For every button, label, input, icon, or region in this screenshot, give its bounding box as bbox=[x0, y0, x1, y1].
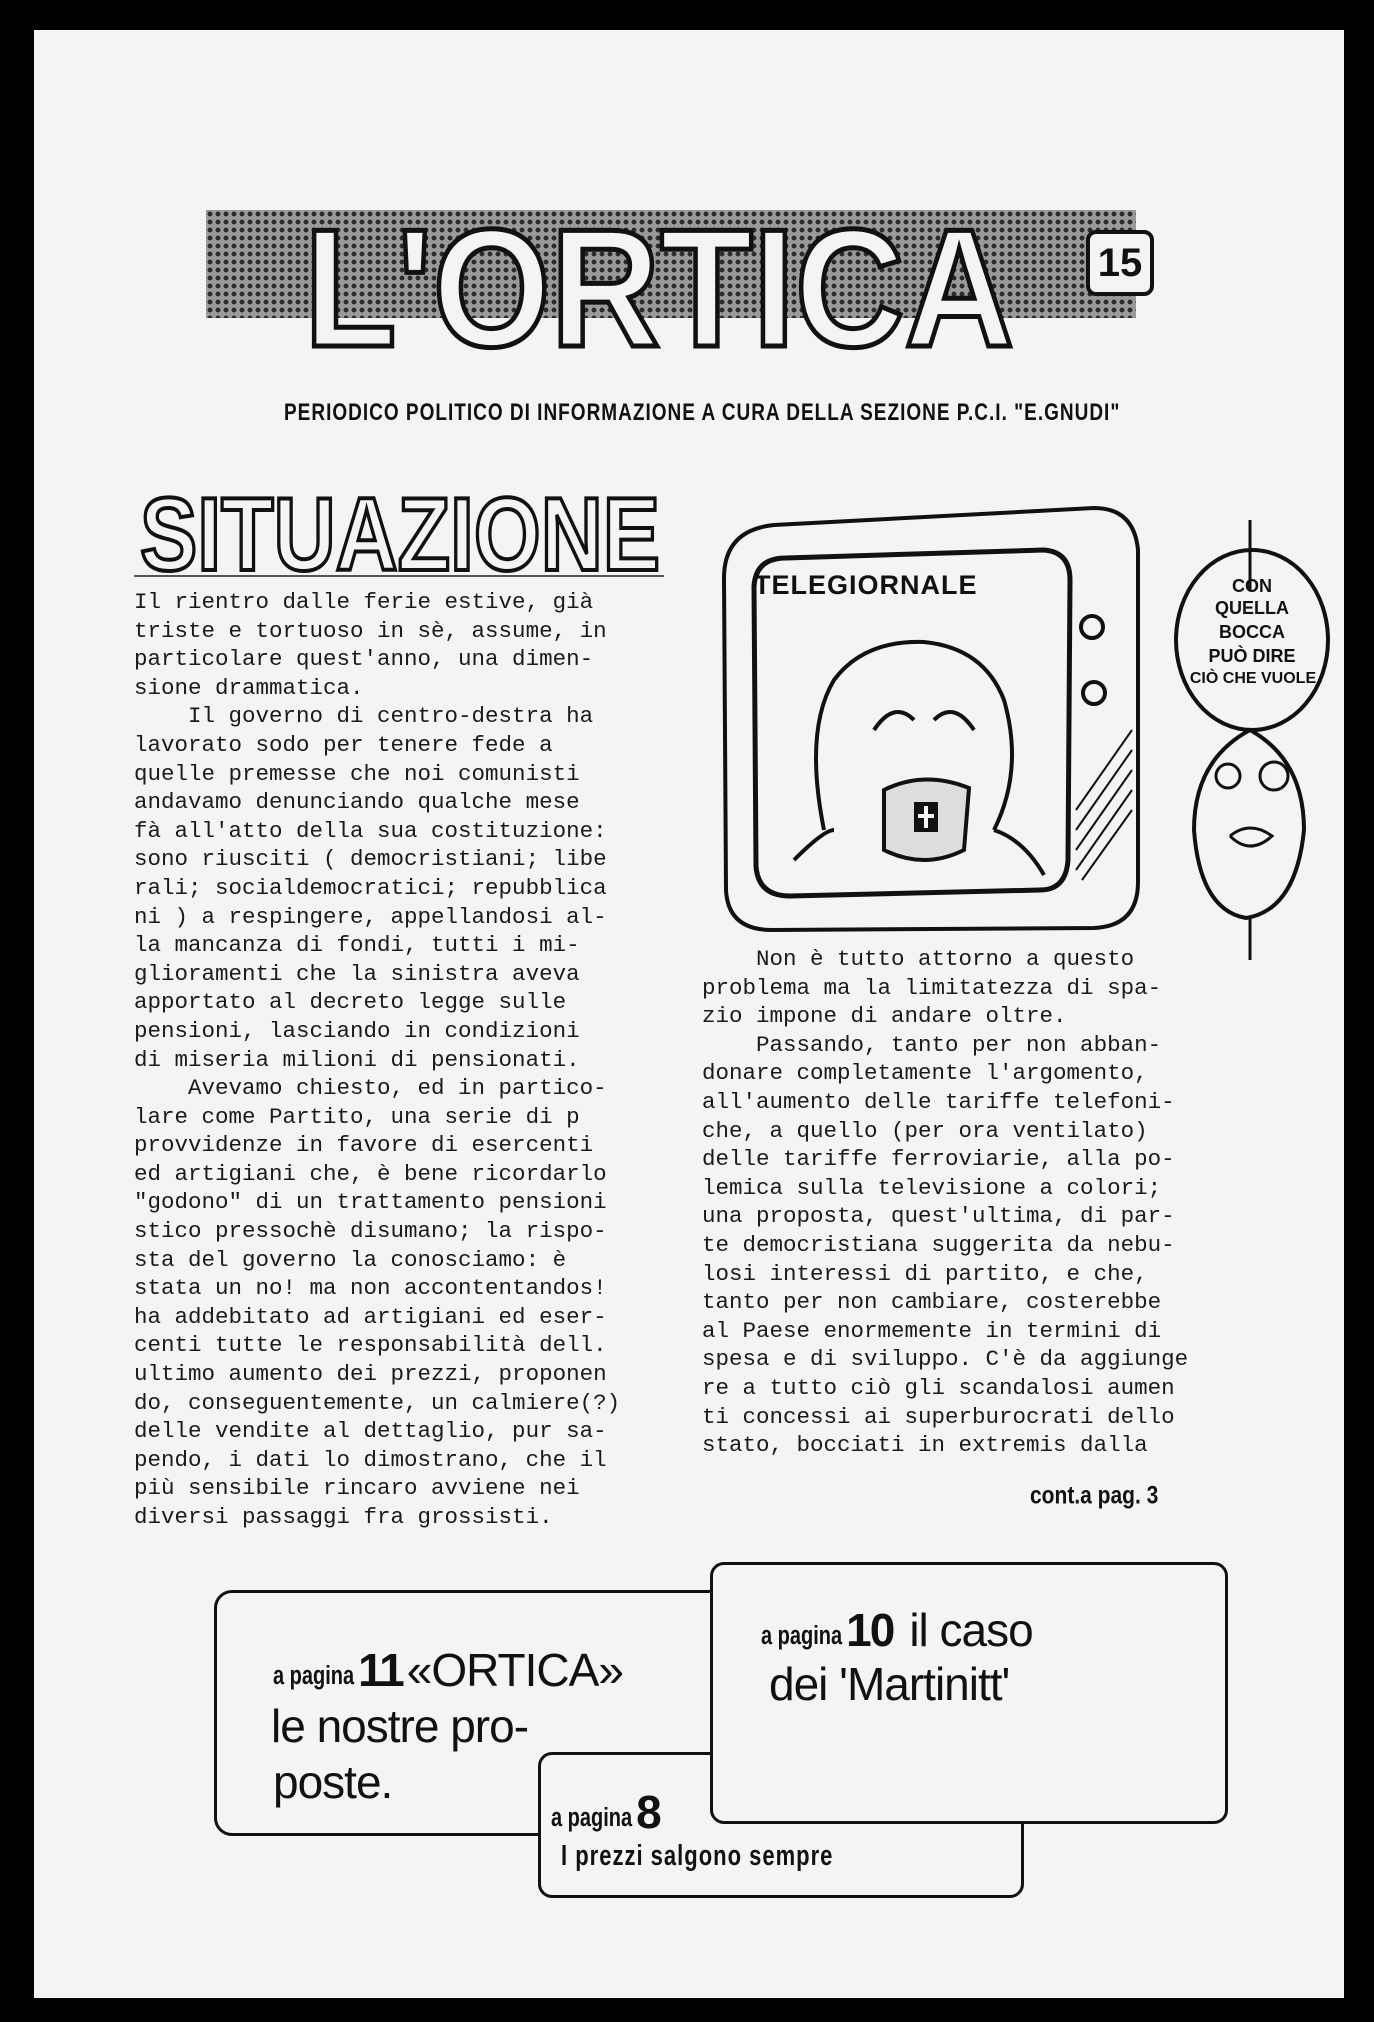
newspaper-page bbox=[34, 30, 1344, 1998]
issue-number: 15 bbox=[1086, 230, 1154, 296]
masthead-subtitle: PERIODICO POLITICO DI INFORMAZIONE A CURA DELLA SEZIONE P.C.I. "E.GNUDI" bbox=[284, 400, 1121, 427]
promo-line: dei 'Martinitt' bbox=[769, 1658, 1010, 1710]
promo-caption: I prezzi salgono sempre bbox=[561, 1839, 834, 1872]
caricature-mouth bbox=[1230, 828, 1272, 846]
masthead-title: L'ORTICA bbox=[304, 194, 1014, 382]
promo-prefix: a pagina bbox=[273, 1662, 355, 1691]
caricature-eye bbox=[1216, 764, 1240, 788]
promo-line: poste. bbox=[273, 1756, 393, 1808]
article-left-column: Il rientro dalle ferie estive, già triste e tortuoso in sè, assume, in particolare quest'anno, una dimen- sione drammatica. Il governo di centro-destra ha lavorato sodo per tenere fede a quelle premesse che noi comunisti andavamo denunciando qualche mese fà all'atto della sua costituzione: sono riusciti ( democristiani; libe rali; socialdemocratici; repubblica ni ) a respingere, appellandosi al- la mancanza di fondi, tutti i mi- glioramenti che la sinistra aveva apportato al decreto legge sulle pensioni, lasciando in condizioni di miseria milioni di pensionati. Avevamo chiesto, ed in partico- lare come Partito, una serie di p provvidenze in favore di esercenti ed artigiani che, è bene ricordarlo "godono" di un trattamento pensioni stico pressochè disumano; la rispo- sta del governo la conosciamo: è stata un no! ma non accontentandos! ha addebitato ad artigiani ed eser- centi tutte le responsabilità dell. ultimo aumento dei prezzi, proponen do, conseguentemente, un calmiere(?) delle vendite al dettaglio, pur sa- pendo, i dati lo dimostrano, che il più sensibile rincaro avviene nei diversi passaggi fra grossisti. bbox=[134, 589, 621, 1530]
speech-line: CIÒ CHE VUOLE bbox=[1189, 670, 1317, 687]
tv-screen-label: TELEGIORNALE bbox=[754, 570, 978, 600]
speech-line: CON bbox=[1232, 576, 1272, 596]
promo-box-page-10[interactable] bbox=[710, 1562, 1228, 1824]
tv-side-hatching bbox=[1076, 730, 1132, 880]
promo-line: le nostre pro- bbox=[271, 1700, 529, 1752]
article-right-column: Non è tutto attorno a questo problema ma la limitatezza di spa- zio impone di andare oltre. Passando, tanto per non abban- donare completamente l'argomento, all'aumento delle tariffe telefoni- che, a quello (per ora ventilato) delle tariffe ferroviarie, alla po- lemica sulla televisione a colori; una proposta, quest'ultima, di par- te democristiana suggerita da nebu- losi interessi di partito, e che, tanto per non cambiare, costerebbe al Paese enormemente in termini di spesa e di sviluppo. C'è da aggiunge re a tutto ciò gli scandalosi aumen ti concessi ai superburocrati dello stato, bocciati in extremis dalla bbox=[702, 946, 1189, 1459]
tv-knob bbox=[1083, 682, 1105, 704]
promo-title: il caso bbox=[909, 1604, 1033, 1656]
eyes bbox=[874, 712, 974, 730]
caricature-eye bbox=[1260, 762, 1288, 790]
speech-line: QUELLA bbox=[1215, 598, 1289, 618]
promo-page-number: 8 bbox=[636, 1786, 660, 1838]
promo-prefix: a pagina bbox=[551, 1804, 633, 1833]
speech-line: BOCCA bbox=[1219, 622, 1285, 642]
promo-title: «ORTICA» bbox=[406, 1644, 623, 1696]
promo-page-number: 10 bbox=[846, 1604, 894, 1656]
speech-line: PUÒ DIRE bbox=[1208, 646, 1296, 666]
article-headline: SITUAZIONE bbox=[140, 477, 660, 590]
tv-knob bbox=[1081, 616, 1103, 638]
promo-page-number: 11 bbox=[358, 1644, 403, 1696]
caricature-face bbox=[1194, 730, 1304, 918]
continued-link[interactable]: cont.a pag. 3 bbox=[1030, 1482, 1159, 1510]
promo-prefix: a pagina bbox=[761, 1622, 843, 1651]
